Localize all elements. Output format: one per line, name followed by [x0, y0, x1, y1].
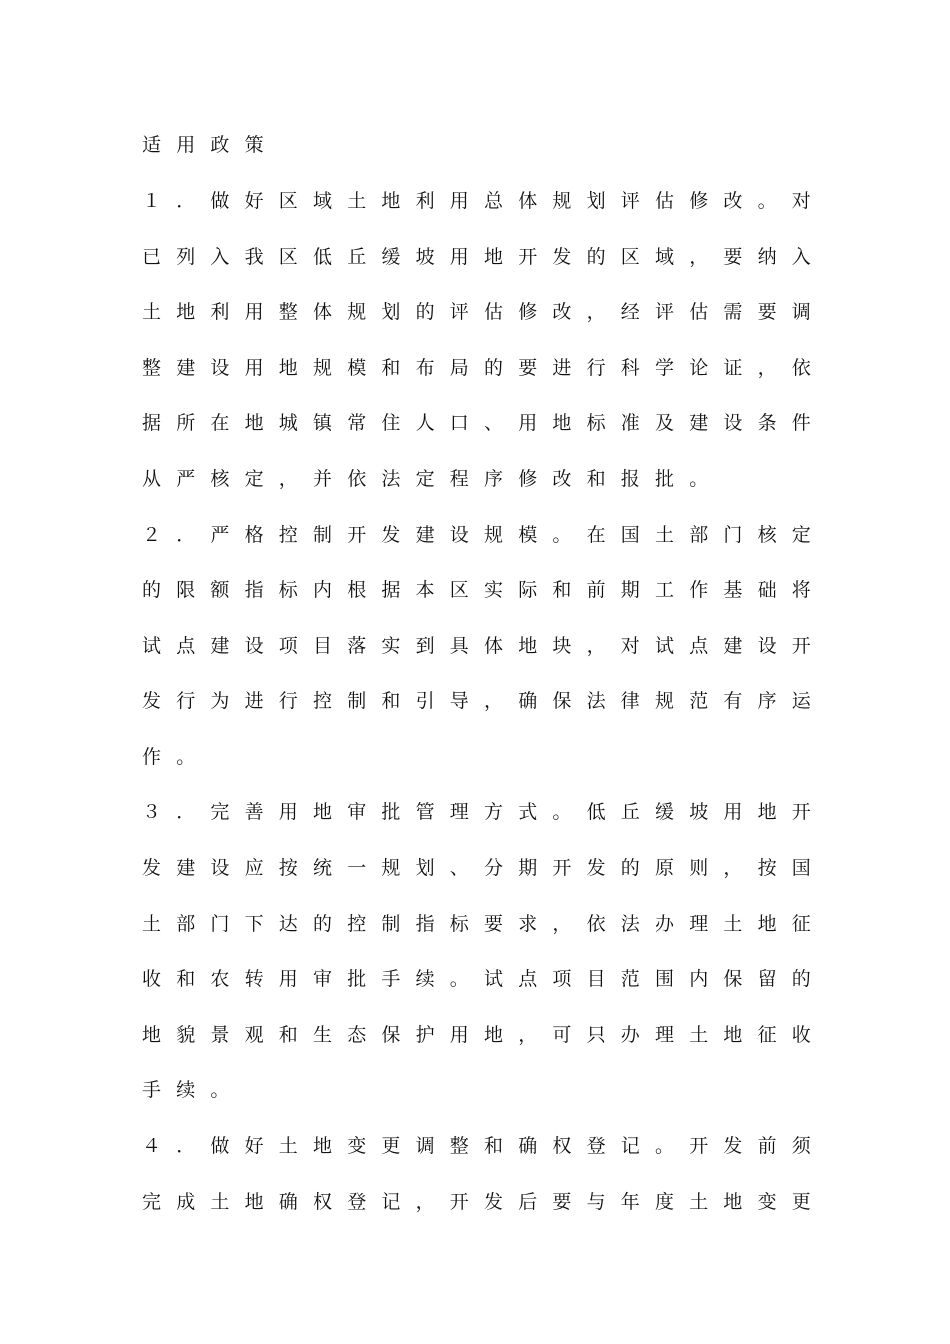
- text-line: 土地利用整体规划的评估修改，经评估需要调: [142, 301, 827, 323]
- text-line: 已列入我区低丘缓坡用地开发的区域，要纳入: [142, 246, 827, 268]
- text-line: 作。: [142, 746, 211, 768]
- text-line: ３．完善用地审批管理方式。低丘缓坡用地开: [142, 801, 827, 823]
- text-line: 据所在地城镇常住人口、用地标准及建设条件: [142, 412, 827, 434]
- text-line: 地貌景观和生态保护用地，可只办理土地征收: [142, 1024, 827, 1046]
- text-line: 试点建设项目落实到具体地块，对试点建设开: [142, 635, 827, 657]
- text-line: ４．做好土地变更调整和确权登记。开发前须: [142, 1135, 827, 1157]
- text-line: ２．严格控制开发建设规模。在国土部门核定: [142, 524, 827, 546]
- text-line: 的限额指标内根据本区实际和前期工作基础将: [142, 579, 827, 601]
- text-line: 整建设用地规模和布局的要进行科学论证，依: [142, 357, 827, 379]
- text-line: 从严核定，并依法定程序修改和报批。: [142, 468, 724, 490]
- text-line: 土部门下达的控制指标要求，依法办理土地征: [142, 913, 827, 935]
- text-line: 手续。: [142, 1079, 245, 1101]
- text-line: 发建设应按统一规划、分期开发的原则，按国: [142, 857, 827, 879]
- text-line: 完成土地确权登记，开发后要与年度土地变更: [142, 1191, 827, 1213]
- text-line: 发行为进行控制和引导，确保法律规范有序运: [142, 690, 827, 712]
- text-line: １．做好区域土地利用总体规划评估修改。对: [142, 190, 827, 212]
- section-heading: 适用政策: [142, 134, 279, 156]
- text-line: 收和农转用审批手续。试点项目范围内保留的: [142, 968, 827, 990]
